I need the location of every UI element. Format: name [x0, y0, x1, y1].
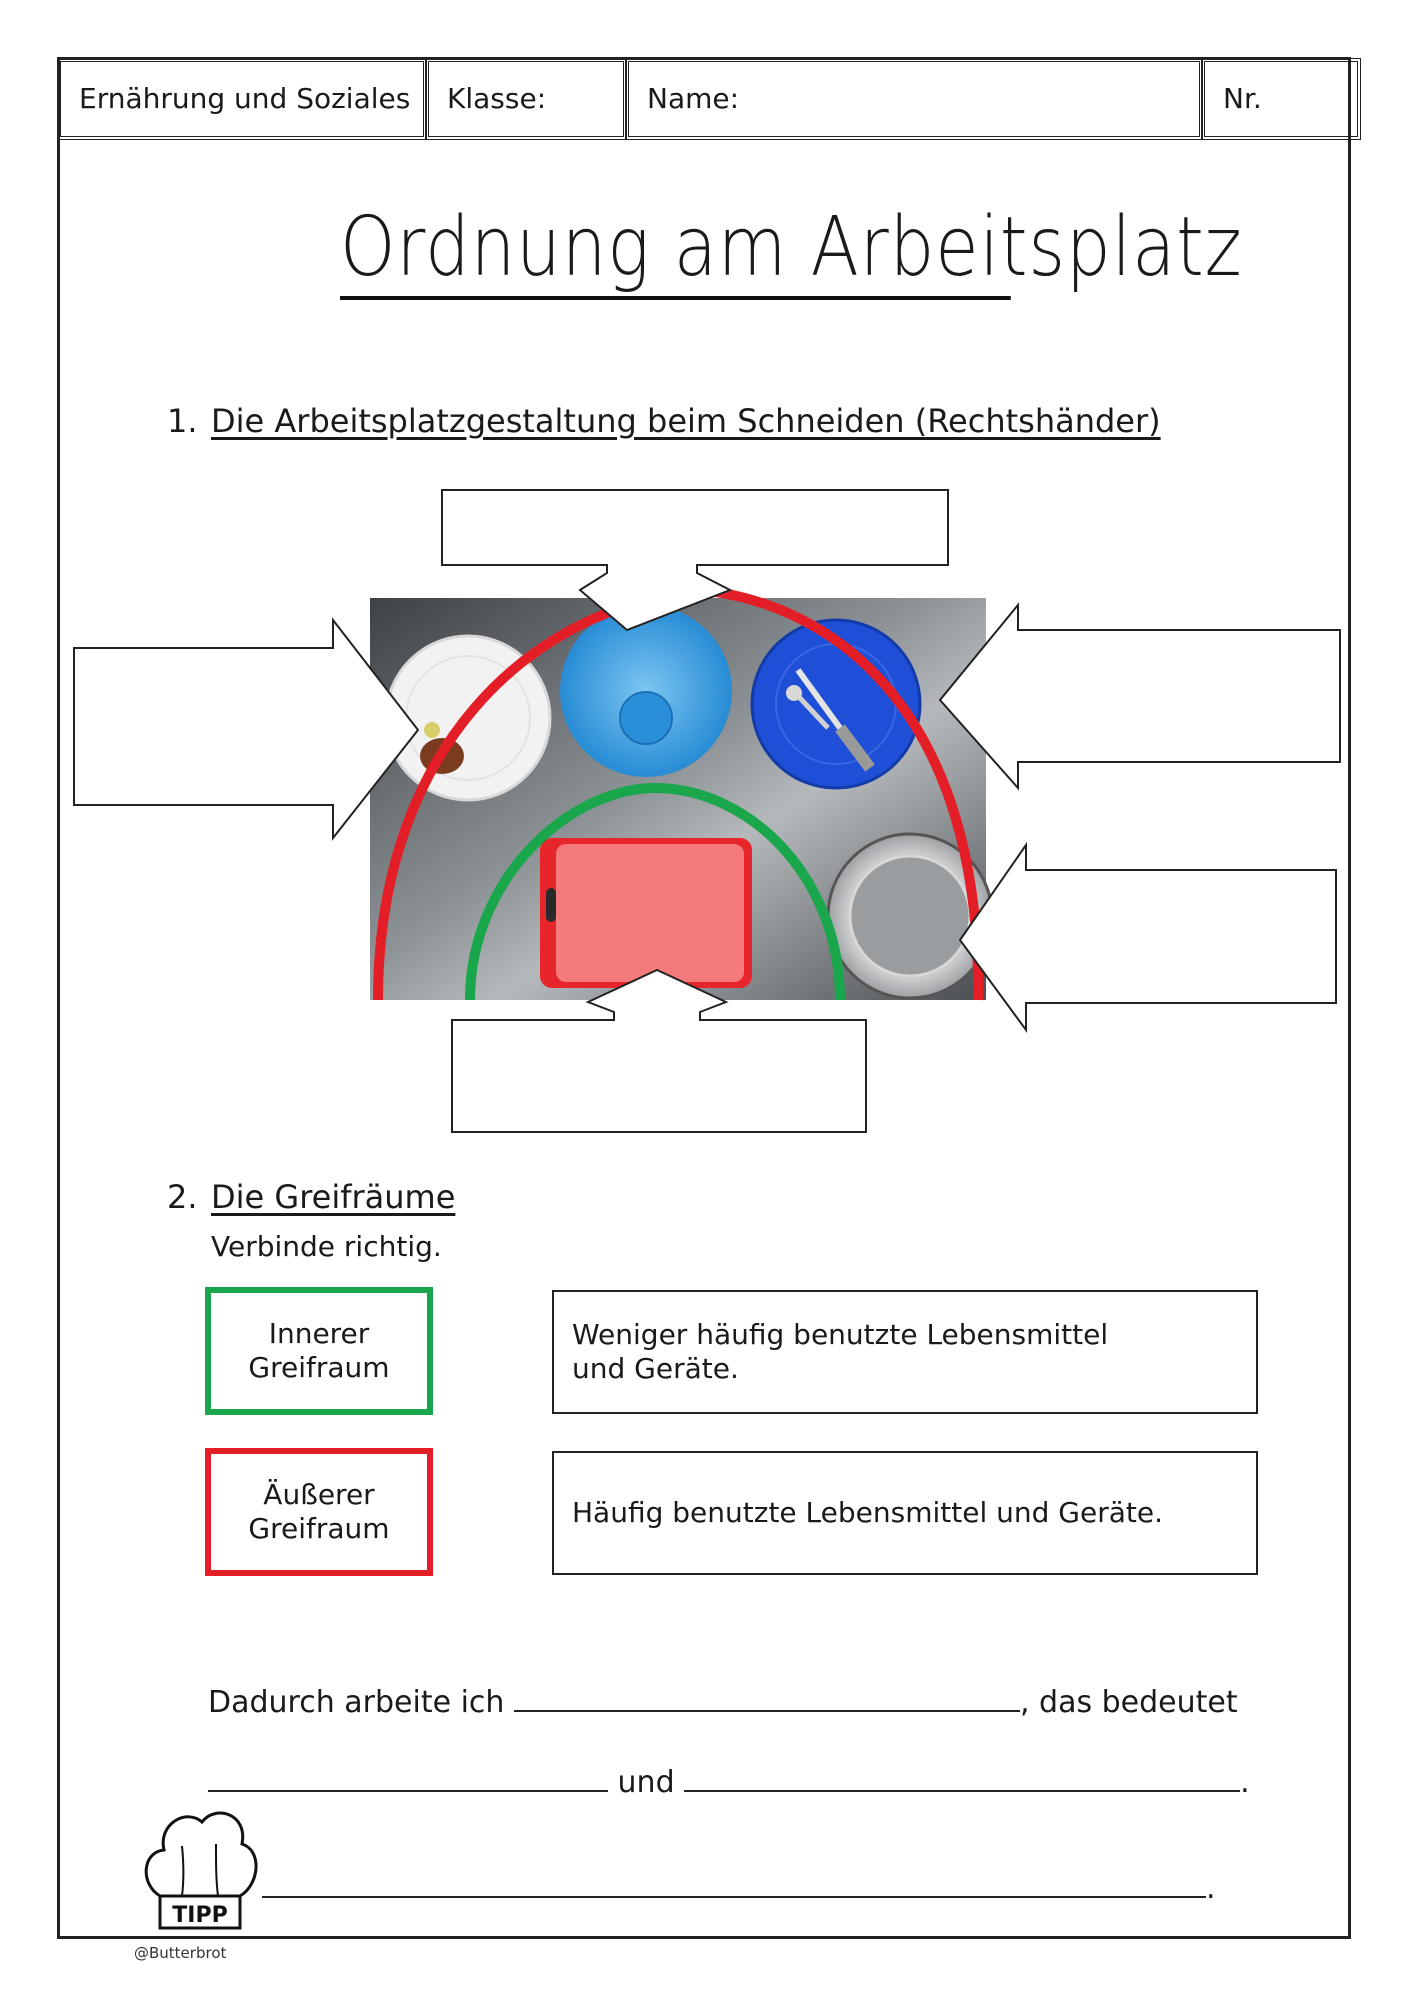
section2-heading: Die Greifräume	[211, 1178, 456, 1216]
sentence-line-2	[208, 1760, 1250, 1800]
inner-zone-label-2: Greifraum	[248, 1351, 390, 1384]
outer-zone-label-1: Äußerer	[263, 1478, 375, 1511]
inner-zone-box[interactable]	[205, 1287, 433, 1415]
sentence-end-2: .	[1206, 1871, 1216, 1906]
section2-number: 2.	[167, 1178, 198, 1216]
section1-heading: Die Arbeitsplatzgestaltung beim Schneiden (Rechtshänder)	[211, 402, 1161, 440]
chef-hat-tip-icon	[138, 1800, 262, 1936]
sentence-line-3	[262, 1866, 1216, 1906]
description-text-1: Weniger häufig benutzte Lebensmittel und Geräte.	[572, 1318, 1109, 1385]
outer-zone-box[interactable]	[205, 1448, 433, 1576]
workplace-photo	[370, 598, 986, 1000]
credit: @Butterbrot	[134, 1944, 227, 1962]
description-text-2: Häufig benutzte Lebensmittel und Geräte.	[572, 1496, 1163, 1529]
section2-instruction: Verbinde richtig.	[211, 1230, 442, 1263]
sentence-line-1	[208, 1680, 1238, 1720]
header-class-field[interactable]: Klasse:	[425, 58, 627, 140]
blank-1[interactable]	[514, 1680, 1020, 1712]
blank-3[interactable]	[684, 1760, 1240, 1792]
description-box-2[interactable]	[552, 1451, 1258, 1575]
inner-zone-label-1: Innerer	[268, 1317, 370, 1350]
outer-zone-label-2: Greifraum	[248, 1512, 390, 1545]
page-title: Ordnung am Arbeitsplatz	[340, 196, 1011, 300]
sentence-part-2: , das bedeutet	[1019, 1685, 1238, 1720]
tip-label: TIPP	[172, 1903, 228, 1928]
sentence-part-1: Dadurch arbeite ich	[208, 1685, 505, 1720]
sentence-part-3: und	[617, 1765, 675, 1800]
section1-number: 1.	[167, 402, 198, 440]
right-top-answer-box[interactable]	[940, 605, 1340, 788]
header-subject: Ernährung und Soziales	[57, 58, 427, 140]
header-number-field[interactable]: Nr.	[1201, 58, 1361, 140]
blank-2[interactable]	[208, 1760, 608, 1792]
description-box-1[interactable]	[552, 1290, 1258, 1414]
header-name-field[interactable]: Name:	[625, 58, 1203, 140]
right-bottom-answer-box[interactable]	[960, 845, 1336, 1030]
sentence-end-1: .	[1240, 1765, 1250, 1800]
blank-4[interactable]	[262, 1866, 1206, 1898]
